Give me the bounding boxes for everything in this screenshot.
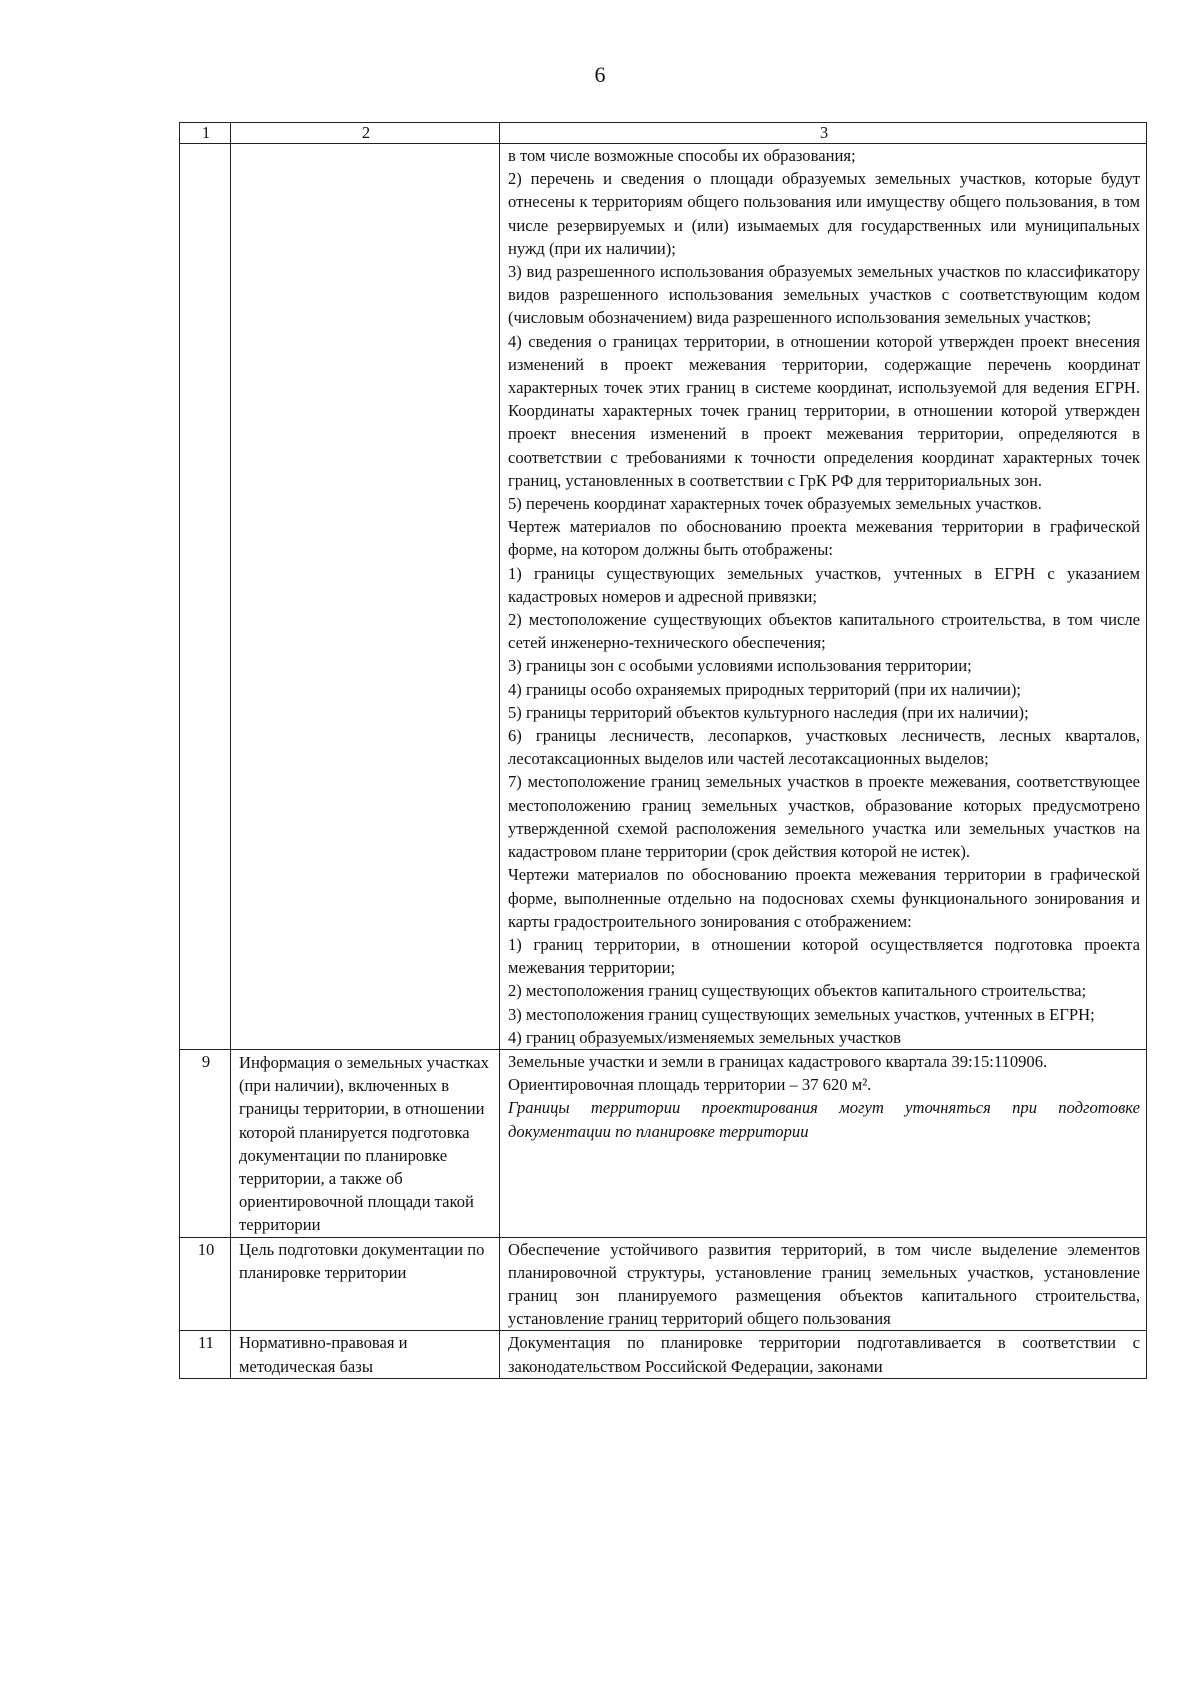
content-paragraph: 5) границы территорий объектов культурного наследия (при их наличии); xyxy=(508,702,1029,722)
content-paragraph: Чертежи материалов по обоснованию проекта межевания территории в графической форме, выполненные отдельно на подосновах схемы функционального зонирования и карты градостроительного зонирования с отображением: xyxy=(508,865,1140,931)
table-row-9 xyxy=(180,1049,1147,1237)
table-row-continuation xyxy=(180,144,1147,1050)
row-number-cell: 9 xyxy=(180,1049,231,1237)
header-col-3: 3 xyxy=(500,123,1147,144)
content-paragraph: в том числе возможные способы их образования; xyxy=(508,146,856,165)
content-paragraph: 4) сведения о границах территории, в отношении которой утвержден проект внесения изменений в проект межевания территории, содержащие перечень координат характерных точек этих границ в системе координат, используемой для ведения ЕГРН. Координаты характерных точек границ территории, в отношении которой утвержден проект внесения изменений в проект межевания территории, определяются в соответствии с требованиями к точности определения координат характерных точек границ, установленных в соответствии с ГрК РФ для территориальных зон. xyxy=(508,331,1140,490)
content-paragraph: 5) перечень координат характерных точек образуемых земельных участков. xyxy=(508,494,1042,514)
requirements-table xyxy=(179,122,1147,1379)
content-paragraph: 6) границы лесничеств, лесопарков, участковых лесничеств, лесных кварталов, лесотаксационных выделов или частей лесотаксационных выделов; xyxy=(508,726,1140,769)
content-paragraph: Земельные участки и земли в границах кадастрового квартала 39:15:110906. xyxy=(508,1051,1048,1071)
content-paragraph: 3) местоположения границ существующих земельных участков, учтенных в ЕГРН; xyxy=(508,1004,1095,1024)
content-paragraph: 4) границ образуемых/изменяемых земельных участков xyxy=(508,1027,901,1047)
content-paragraph-italic: Границы территории проектирования могут уточняться при подготовке документации по планировке территории xyxy=(508,1098,1140,1141)
row-content-cell xyxy=(500,1049,1147,1237)
content-paragraph: 1) границы существующих земельных участков, учтенных в ЕГРН с указанием кадастровых номеров и адресной привязки; xyxy=(508,563,1140,606)
table-row-10 xyxy=(180,1237,1147,1331)
row-number-cell: 11 xyxy=(180,1331,231,1378)
row-content-cell xyxy=(500,144,1147,1050)
row-content-cell xyxy=(500,1331,1147,1378)
row-name-cell: Нормативно-правовая и методическая базы xyxy=(231,1331,500,1378)
row-name-cell: Цель подготовки документации по планировке территории xyxy=(231,1237,500,1331)
table-header-row xyxy=(180,123,1147,144)
row-name-cell: Информация о земельных участках (при наличии), включенных в границы территории, в отношении которой планируется подготовка документации по планировке территории, а также об ориентировочной площади такой территории xyxy=(231,1049,500,1237)
row-number-cell xyxy=(180,144,231,1050)
content-paragraph: 4) границы особо охраняемых природных территорий (при их наличии); xyxy=(508,679,1022,699)
content-paragraph: 7) местоположение границ земельных участков в проекте межевания, соответствующее местоположению границ земельных участков, образование которых предусмотрено утвержденной схемой расположения земельного участка или земельных участков на кадастровом плане территории (срок действия которой не истек). xyxy=(508,772,1140,862)
row-name-cell xyxy=(231,144,500,1050)
content-paragraph: 3) вид разрешенного использования образуемых земельных участков по классификатору видов разрешенного использования земельных участков с соответствующим кодом (числовым обозначением) вида разрешенного использования земельных участков; xyxy=(508,262,1140,328)
content-paragraph: 3) границы зон с особыми условиями использования территории; xyxy=(508,656,972,676)
table-row-11 xyxy=(180,1331,1147,1378)
header-col-2: 2 xyxy=(231,123,500,144)
header-col-1: 1 xyxy=(180,123,231,144)
content-paragraph: Ориентировочная площадь территории – 37 620 м². xyxy=(508,1075,872,1095)
content-paragraph: 1) границ территории, в отношении которой осуществляется подготовка проекта межевания территории; xyxy=(508,934,1140,978)
content-paragraph: 2) местоположения границ существующих объектов капитального строительства; xyxy=(508,981,1087,1001)
page-number: 6 xyxy=(594,62,606,87)
content-paragraph: Чертеж материалов по обоснованию проекта межевания территории в графической форме, на котором должны быть отображены: xyxy=(508,517,1140,560)
content-paragraph: Документация по планировке территории подготавливается в соответствии с законодательством Российской Федерации, законами xyxy=(508,1333,1140,1376)
row-number-cell: 10 xyxy=(180,1237,231,1331)
content-paragraph: 2) перечень и сведения о площади образуемых земельных участков, которые будут отнесены к территориям общего пользования или имуществу общего пользования, в том числе резервируемых и (или) изымаемых для государственных или муниципальных нужд (при их наличии); xyxy=(508,169,1140,258)
row-content-cell xyxy=(500,1237,1147,1331)
content-paragraph: Обеспечение устойчивого развития территорий, в том числе выделение элементов планировочной структуры, установление границ земельных участков, установление границ зон планируемого размещения объектов капитального строительства, установление границ территорий общего пользования xyxy=(508,1239,1140,1329)
content-paragraph: 2) местоположение существующих объектов капитального строительства, в том числе сетей инженерно-технического обеспечения; xyxy=(508,610,1140,653)
